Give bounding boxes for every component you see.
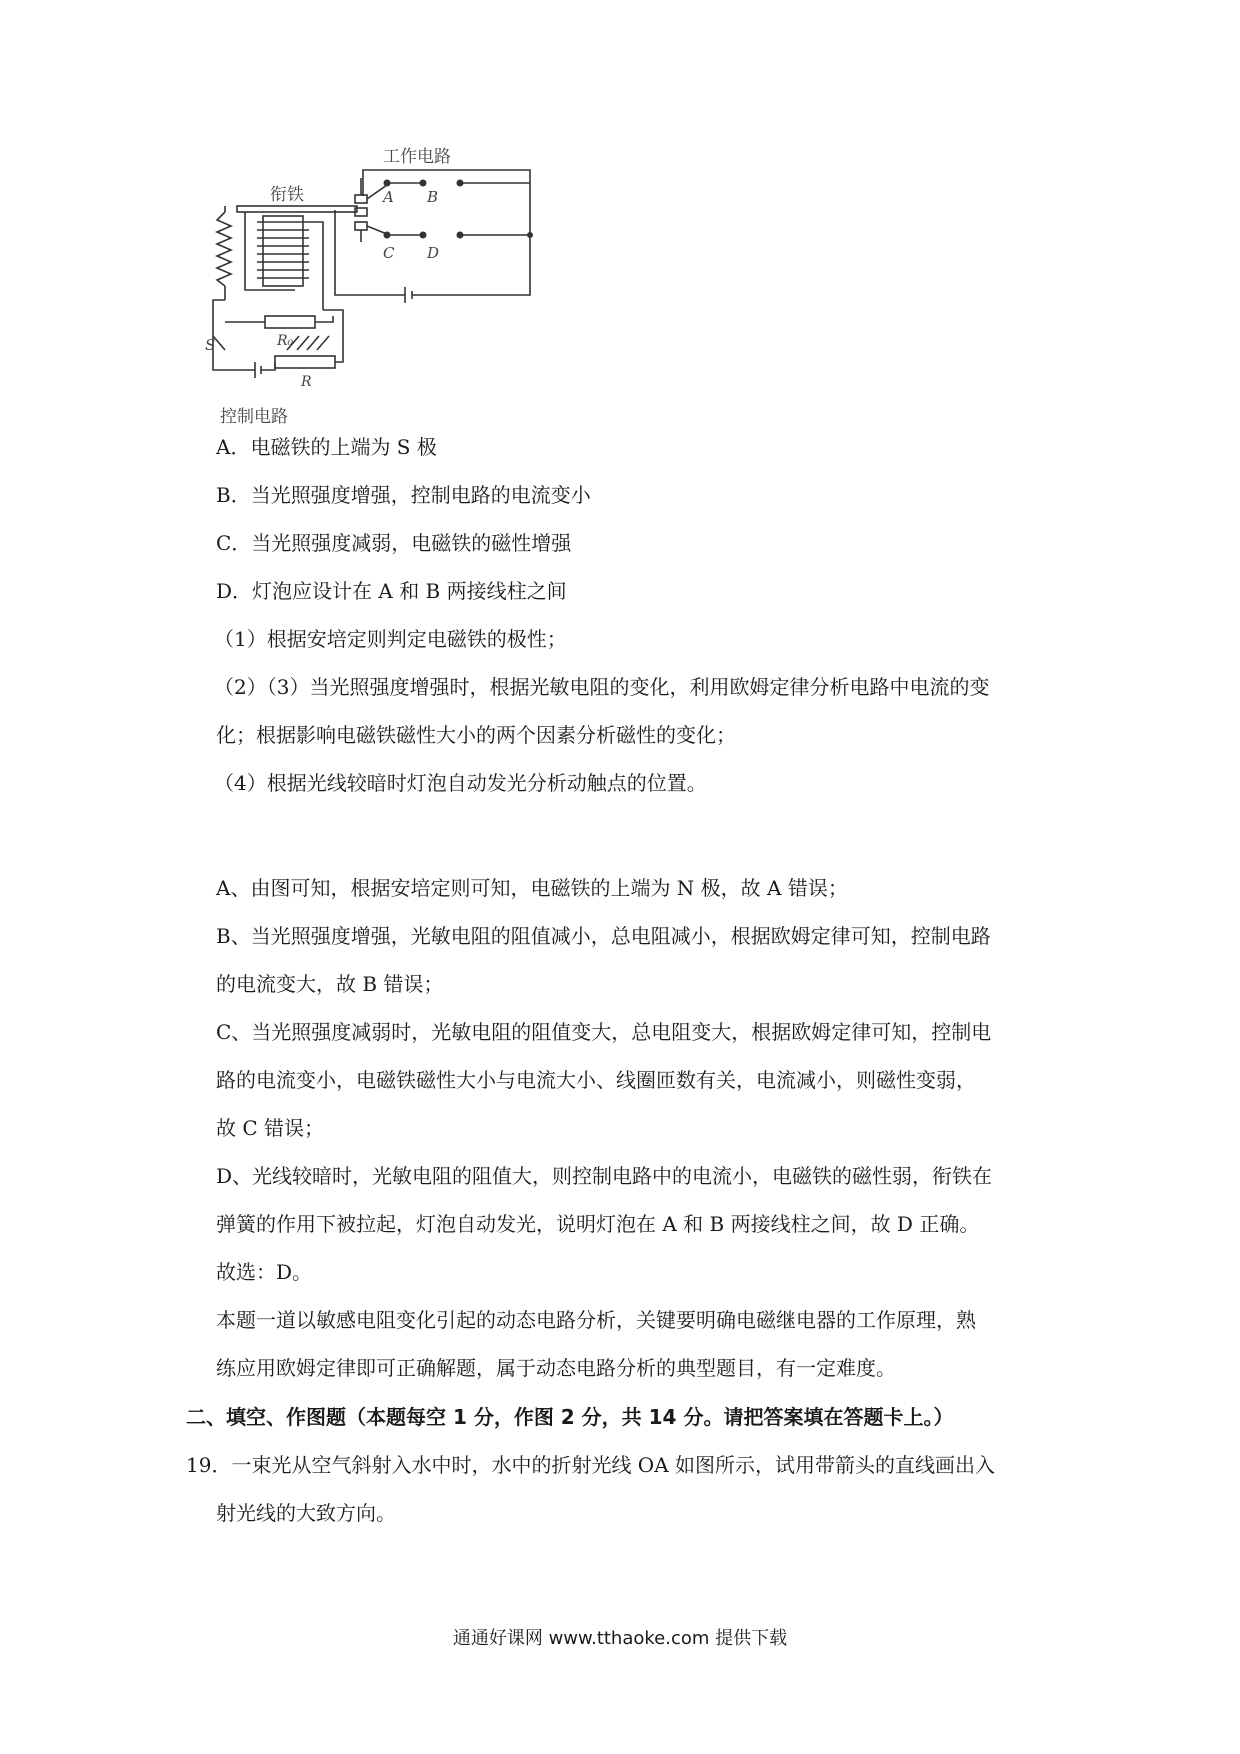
question-19-line1: 19．一束光从空气斜射入水中时，水中的折射光线 OA 如图所示，试用带箭头的直线画出入 <box>186 1453 996 1477</box>
section-2-heading: 二、填空、作图题（本题每空 1 分，作图 2 分，共 14 分。请把答案填在答题卡上。） <box>186 1405 954 1429</box>
label-armature: 衔铁 <box>270 185 304 205</box>
page-footer: 通通好课网 www.tthaoke.com 提供下载 <box>452 1628 788 1649</box>
analysis-p2-line1: （2）（3）当光照强度增强时，根据光敏电阻的变化，利用欧姆定律分析电路中电流的变 <box>214 675 990 699</box>
label-switch: S <box>205 336 216 354</box>
solution-comment-line2: 练应用欧姆定律即可正确解题，属于动态电路分析的典型题目，有一定难度。 <box>216 1356 896 1380</box>
label-terminal-b: B <box>427 188 439 206</box>
solution-c-line1: C、当光照强度减弱时，光敏电阻的阻值变大，总电阻变大，根据欧姆定律可知，控制电 <box>216 1020 992 1044</box>
question-19-line2: 射光线的大致方向。 <box>216 1501 396 1525</box>
option-d: D．灯泡应设计在 A 和 B 两接线柱之间 <box>216 579 567 603</box>
label-terminal-d: D <box>427 244 440 262</box>
option-a: A．电磁铁的上端为 S 极 <box>216 435 437 459</box>
option-b: B．当光照强度增强，控制电路的电流变小 <box>216 483 591 507</box>
solution-c-line3: 故 C 错误； <box>216 1116 325 1140</box>
solution-c-line2: 路的电流变小，电磁铁磁性大小与电流大小、线圈匝数有关，电流减小，则磁性变弱， <box>216 1068 976 1092</box>
analysis-p1: （1）根据安培定则判定电磁铁的极性； <box>214 627 567 651</box>
analysis-p2-line2: 化；根据影响电磁铁磁性大小的两个因素分析磁性的变化； <box>216 723 736 747</box>
label-work-circuit: 工作电路 <box>383 147 451 167</box>
analysis-p3: （4）根据光线较暗时灯泡自动发光分析动触点的位置。 <box>214 771 707 795</box>
solution-answer: 故选：D。 <box>216 1260 313 1284</box>
solution-b-line1: B、当光照强度增强，光敏电阻的阻值减小，总电阻减小，根据欧姆定律可知，控制电路 <box>216 924 991 948</box>
label-terminal-c: C <box>383 244 395 262</box>
label-control-circuit: 控制电路 <box>220 407 288 427</box>
option-c: C．当光照强度减弱，电磁铁的磁性增强 <box>216 531 572 555</box>
label-r: R <box>301 374 312 390</box>
solution-a: A、由图可知，根据安培定则可知，电磁铁的上端为 N 极，故 A 错误； <box>216 876 848 900</box>
solution-d-line2: 弹簧的作用下被拉起，灯泡自动发光，说明灯泡在 A 和 B 两接线柱之间，故 D 正确。 <box>216 1212 980 1236</box>
label-terminal-a: A <box>383 188 394 206</box>
solution-d-line1: D、光线较暗时，光敏电阻的阻值大，则控制电路中的电流小，电磁铁的磁性弱，衔铁在 <box>216 1164 993 1188</box>
solution-b-line2: 的电流变大，故 B 错误； <box>216 972 444 996</box>
relay-circuit-diagram <box>205 147 545 430</box>
label-r0: R₀ <box>277 333 294 349</box>
solution-comment-line1: 本题一道以敏感电阻变化引起的动态电路分析，关键要明确电磁继电器的工作原理，熟 <box>216 1308 976 1332</box>
